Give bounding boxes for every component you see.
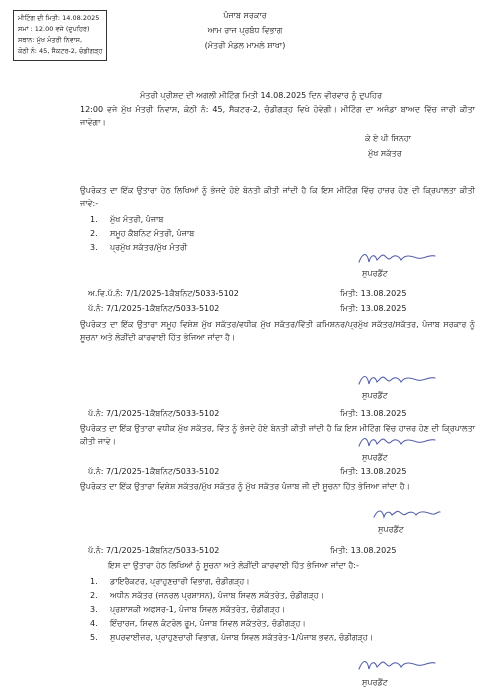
superintendent-1: ਸੁਪਰਡੈਂਟ	[362, 269, 388, 278]
endorsement-3-date: ਮਿਤੀ: 13.08.2025	[340, 409, 407, 418]
signer-title: ਮੁੱਖ ਸਕੱਤਰ	[368, 149, 402, 158]
letterhead-govt: ਪੰਜਾਬ ਸਰਕਾਰ	[223, 11, 267, 20]
list-item: 3. ਪ੍ਰਮੁੱਖ ਸਕੱਤਰ/ਮੁੱਖ ਮੰਤਰੀ	[90, 243, 188, 252]
list-item: 3. ਪ੍ਰਸ਼ਾਸਕੀ ਅਫਸਰ-1, ਪੰਜਾਬ ਸਿਵਲ ਸਕੱਤਰੇਤ, ਚੰਡੀਗੜ੍ਹ।	[90, 605, 286, 614]
meeting-address: ਕੋਠੀ ਨੰ: 45, ਸੈਕਟਰ-2, ਚੰਡੀਗੜ੍ਹ	[18, 47, 103, 55]
letterhead-branch: (ਮੰਤਰੀ ਮੰਡਲ ਮਾਮਲੇ ਸ਼ਾਖਾ)	[204, 41, 286, 50]
meeting-venue: ਸਥਾਨ: ਮੁੱਖ ਮੰਤਰੀ ਨਿਵਾਸ,	[18, 36, 83, 44]
letterhead-department: ਆਮ ਰਾਜ ਪ੍ਰਬੰਧ ਵਿਭਾਗ	[207, 26, 283, 35]
superintendent-4: ਸੁਪਰਡੈਂਟ	[378, 525, 404, 534]
recipients-list	[90, 575, 373, 645]
endorsement-4-ref: ਪੱ.ਨੰ: 7/1/2025-1ਕੈਬਨਿਟ/5033-5102	[88, 467, 220, 476]
signature-3	[357, 432, 437, 454]
signature-1	[357, 248, 437, 270]
endorsement-1-ref: ਅ.ਵਿ.ਪੱ.ਨੰ: 7/1/2025-1ਕੈਬਨਿਟ/5033-5102	[88, 289, 239, 298]
superintendent-2: ਸੁਪਰਡੈਂਟ	[362, 391, 388, 400]
endorsement-2-date: ਮਿਤੀ: 13.08.2025	[340, 304, 407, 313]
meeting-date: ਮੀਟਿੰਗ ਦੀ ਮਿਤੀ: 14.08.2025	[18, 14, 100, 22]
meeting-time: ਸਮਾਂ : 12.00 ਵਜੇ (ਦੁਪਹਿਰ)	[18, 25, 90, 33]
signature-5	[357, 655, 437, 677]
list-item: 5. ਸੁਪਰਵਾਈਜ਼ਰ, ਪ੍ਰਾਹੁਣਚਾਰੀ ਵਿਭਾਗ, ਪੰਜਾਬ ਸਿਵਲ ਸਕੱਤਰੇਤ-1/ਪੰਜਾਬ ਭਵਨ, ਚੰਡੀਗੜ੍ਹ।	[90, 633, 374, 642]
notice-body: 12:00 ਵਜੇ ਮੁੱਖ ਮੰਤਰੀ ਨਿਵਾਸ, ਕੋਠੀ ਨੰ: 45, ਸੈਕਟਰ-2, ਚੰਡੀਗੜ੍ਹ ਵਿਖੇ ਹੋਵੇਗੀ। ਮੀਟਿੰਗ ਦਾ ਅਜੰਡਾ ਬਾਅਦ ਵਿੱਚ ਜਾਰੀ ਕੀਤਾ ਜਾਵੇਗਾ।	[80, 105, 475, 127]
list-item: 2. ਅਧੀਨ ਸਕੱਤਰ (ਜਨਰਲ ਪ੍ਰਸ਼ਾਸਨ), ਪੰਜਾਬ ਸਿਵਲ ਸਕੱਤਰੇਤ, ਚੰਡੀਗੜ੍ਹ।	[90, 591, 325, 600]
signature-4	[372, 505, 442, 525]
list-item: 2. ਸਮੂਹ ਕੈਬਨਿਟ ਮੰਤਰੀ, ਪੰਜਾਬ	[90, 229, 195, 238]
signer-name: ਕੇ ਏ ਪੀ ਸਿਨਹਾ	[365, 134, 412, 143]
signature-2	[357, 370, 437, 392]
list-item: 1. ਡਾਇਰੈਕਟਰ, ਪ੍ਰਾਹੁਣਚਾਰੀ ਵਿਭਾਗ, ਚੰਡੀਗੜ੍ਹ।	[90, 577, 250, 586]
superintendent-5: ਸੁਪਰਡੈਂਟ	[362, 678, 388, 687]
endorsement-1-date: ਮਿਤੀ: 13.08.2025	[340, 289, 407, 298]
list-item: 1. ਮੁੱਖ ਮੰਤਰੀ, ਪੰਜਾਬ	[90, 215, 164, 224]
endorsement-3-text: ਉਪਰੋਕਤ ਦਾ ਇੱਕ ਉਤਾਰਾ ਵਧੀਕ ਮੁੱਖ ਸਕੱਤਰ, ਵਿੱਤ ਨੂੰ ਭੇਜਦੇ ਹੋਏ ਬੇਨਤੀ ਕੀਤੀ ਜਾਂਦੀ ਹੈ ਕਿ ਇਸ ਮੀਟਿੰਗ ਵਿੱਚ ਹਾਜ਼ਰ ਹੋਣ ਦੀ ਕ੍ਰਿਪਾਲਤਾ ਕੀਤੀ ਜਾਵੇ।	[80, 424, 475, 446]
endorsement-3-ref: ਪੱ.ਨੰ: 7/1/2025-1ਕੈਬਨਿਟ/5033-5102	[88, 409, 220, 418]
notice-line-1: ਮੰਤਰੀ ਪ੍ਰੀਸ਼ਦ ਦੀ ਅਗਲੀ ਮੀਟਿੰਗ ਮਿਤੀ 14.08.2025 ਦਿਨ ਵੀਰਵਾਰ ਨੂੰ ਦੁਪਹਿਰ	[140, 91, 383, 100]
endorsement-2-text: ਉਪਰੋਕਤ ਦਾ ਇੱਕ ਉਤਾਰਾ ਸਮੂਹ ਵਿਸ਼ੇਸ਼ ਮੁੱਖ ਸਕੱਤਰ/ਵਧੀਕ ਮੁੱਖ ਸਕੱਤਰ/ਵਿੱਤੀ ਕਮਿਸ਼ਨਰ/ਪ੍ਰਮੁੱਖ ਸਕੱਤਰ/ਸਕੱਤਰ, ਪੰਜਾਬ ਸਰਕਾਰ ਨੂੰ ਸੂਚਨਾ ਅਤੇ ਲੋੜੀਂਦੀ ਕਾਰਵਾਈ ਹਿੱਤ ਭੇਜਿਆ ਜਾਂਦਾ ਹੈ।	[80, 320, 475, 342]
endorsement-4-date: ਮਿਤੀ: 13.08.2025	[340, 467, 407, 476]
endorsement-2-ref: ਪੱ.ਨੰ: 7/1/2025-1ਕੈਬਨਿਟ/5033-5102	[88, 304, 220, 313]
copy-list	[90, 213, 194, 255]
superintendent-3: ਸੁਪਰਡੈਂਟ	[362, 453, 388, 462]
list-item: 4. ਇੰਚਾਰਜ, ਸਿਵਲ ਕੰਟਰੋਲ ਰੂਮ, ਪੰਜਾਬ ਸਿਵਲ ਸਕੱਤਰੇਤ, ਚੰਡੀਗੜ੍ਹ।	[90, 619, 306, 628]
endorsement-5-intro: ਇਸ ਦਾ ਉਤਾਰਾ ਹੇਠ ਲਿਖਿਆਂ ਨੂੰ ਸੂਚਨਾ ਅਤੇ ਲੋੜੀਂਦੀ ਕਾਰਵਾਈ ਹਿੱਤ ਭੇਜਿਆ ਜਾਂਦਾ ਹੈ:-	[108, 561, 359, 570]
endorsement-5-ref: ਪੱ.ਨੰ: 7/1/2025-1ਕੈਬਨਿਟ/5033-5102	[88, 546, 220, 555]
copy-intro: ਉਪਰੋਕਤ ਦਾ ਇੱਕ ਉਤਾਰਾ ਹੇਠ ਲਿਖਿਆਂ ਨੂੰ ਭੇਜਦੇ ਹੋਏ ਬੇਨਤੀ ਕੀਤੀ ਜਾਂਦੀ ਹੈ ਕਿ ਇਸ ਮੀਟਿੰਗ ਵਿੱਚ ਹਾਜ਼ਰ ਹੋਣ ਦੀ ਕ੍ਰਿਪਾਲਤਾ ਕੀਤੀ ਜਾਵੇ:-	[80, 186, 475, 208]
endorsement-5-date: ਮਿਤੀ: 13.08.2025	[330, 546, 397, 555]
meeting-info-box	[13, 10, 107, 61]
endorsement-4-text: ਉਪਰੋਕਤ ਦਾ ਇੱਕ ਉਤਾਰਾ ਵਿਸ਼ੇਸ਼ ਸਕੱਤਰ/ਮੁੱਖ ਸਕੱਤਰ ਨੂੰ ਮੁੱਖ ਸਕੱਤਰ ਪੰਜਾਬ ਜੀ ਦੀ ਸੂਚਨਾ ਹਿੱਤ ਭੇਜਿਆ ਜਾਂਦਾ ਹੈ।	[80, 482, 410, 491]
